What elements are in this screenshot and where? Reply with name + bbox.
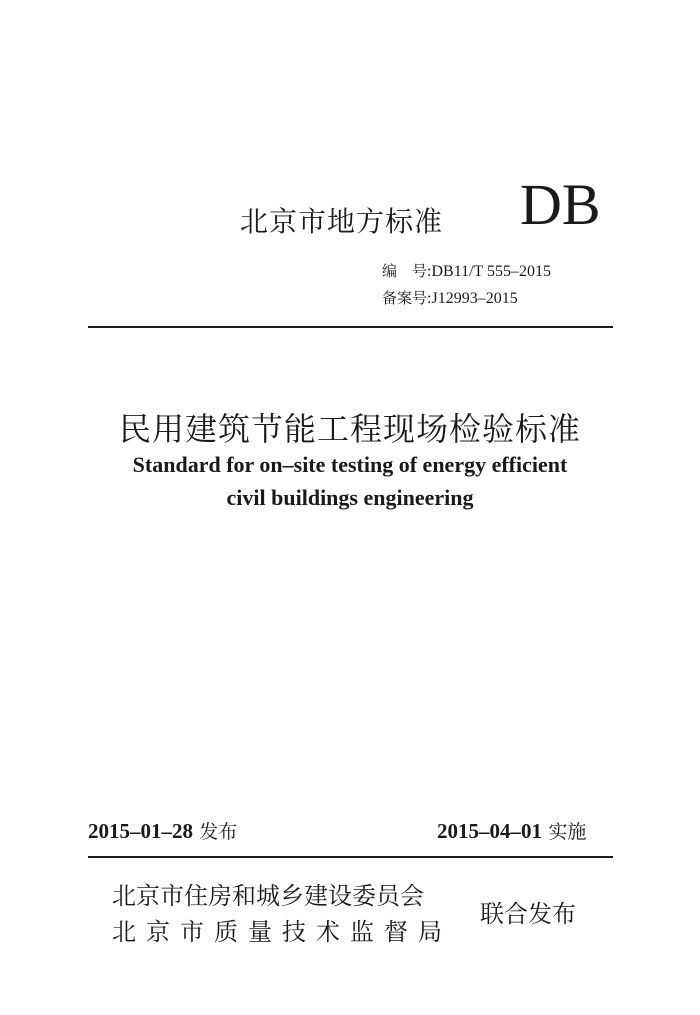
record-number [382, 287, 518, 308]
issuer-line2: 北京市质量技术监督局 [112, 918, 452, 946]
effective-date-word: 实施 [548, 821, 587, 843]
effective-date-value: 2015–04–01 [437, 819, 542, 843]
publish-date-word: 发布 [199, 821, 238, 843]
publish-date [88, 817, 237, 844]
record-number-value: :J12993–2015 [427, 290, 518, 307]
standard-number-value: :DB11/T 555–2015 [427, 263, 552, 280]
standard-type: 北京市地方标准 [240, 205, 444, 238]
standard-number-label: 编 号 [382, 262, 428, 280]
bottom-divider [88, 856, 613, 858]
record-number-label: 备案号 [382, 289, 428, 307]
effective-date [437, 817, 586, 844]
standard-mark: DB [520, 172, 601, 237]
joint-issue-label: 联合发布 [480, 900, 576, 928]
publish-date-value: 2015–01–28 [88, 819, 193, 843]
standard-number [382, 260, 551, 281]
title-english-line1: Standard for on–site testing of energy efficient [132, 452, 568, 477]
top-divider [88, 326, 613, 328]
title-chinese: 民用建筑节能工程现场检验标准 [118, 410, 581, 448]
title-english-line2: civil buildings engineering [226, 485, 474, 510]
issuer-line1: 北京市住房和城乡建设委员会 [112, 882, 424, 910]
